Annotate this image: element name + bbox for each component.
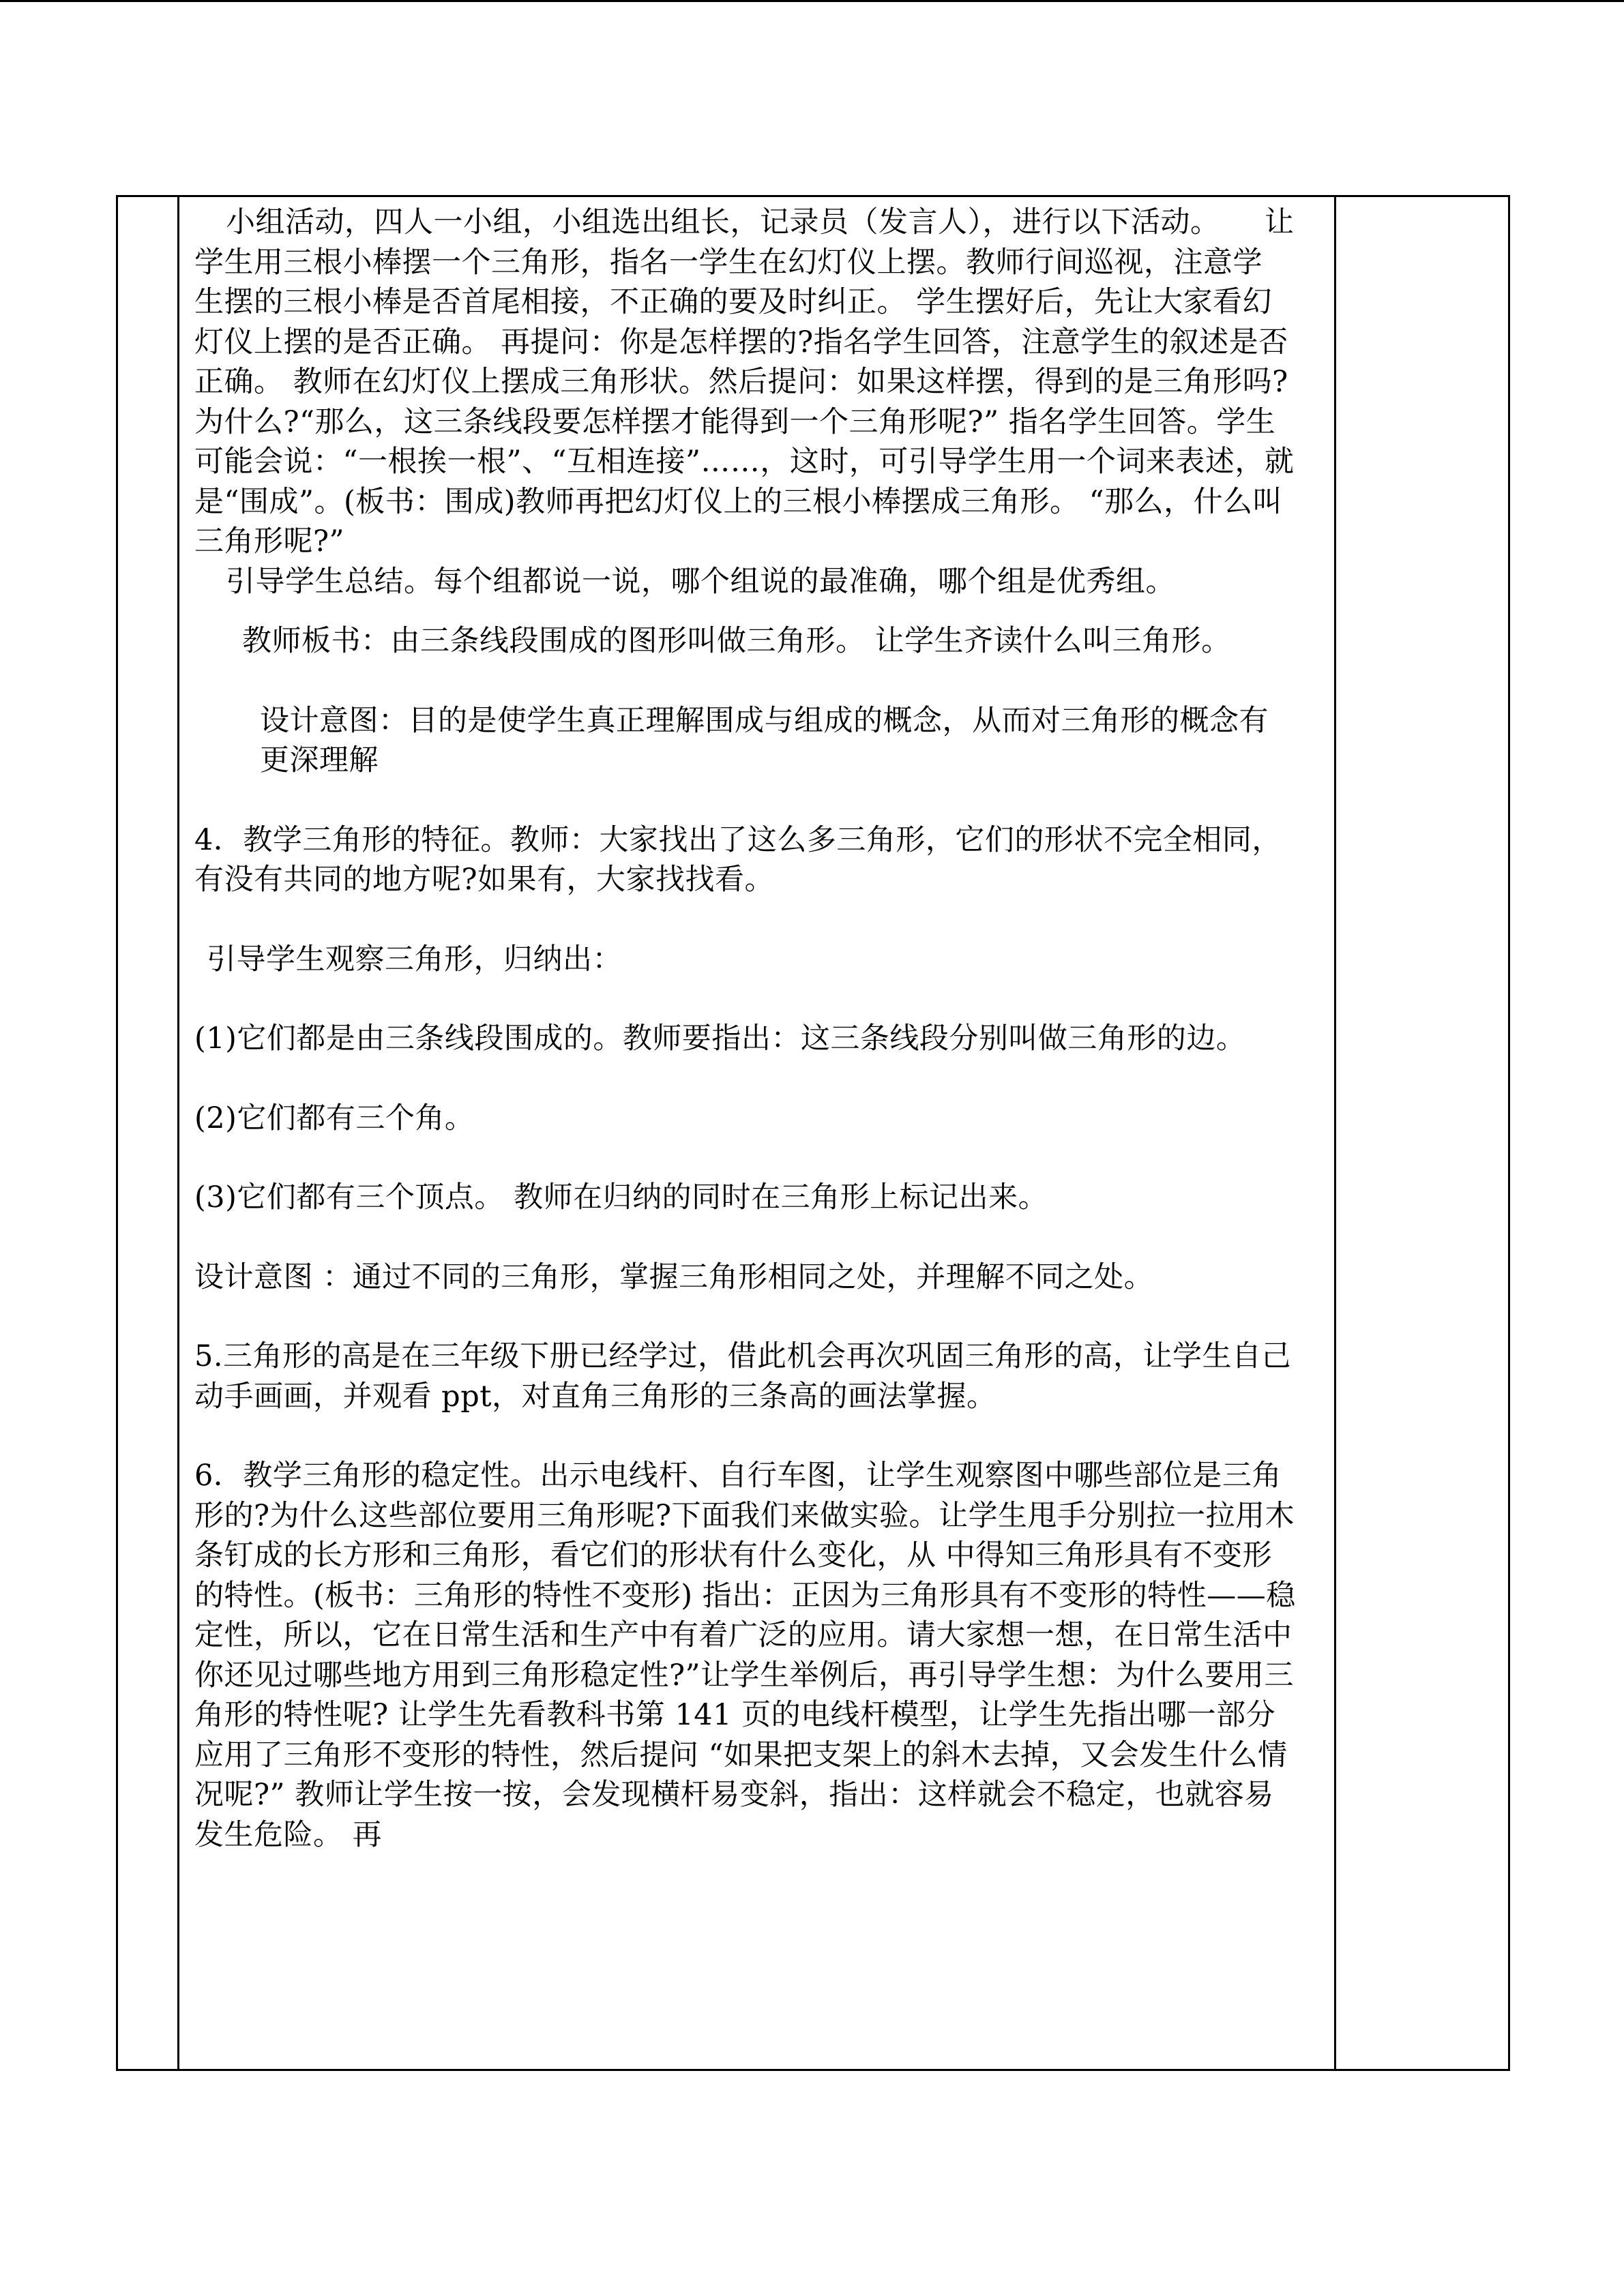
spacer — [194, 1297, 1296, 1337]
spacer — [194, 601, 1296, 621]
lesson-plan-table — [116, 195, 1510, 2071]
paragraph-group-activity: 小组活动，四人一小组，小组选出组长，记录员（发言人），进行以下活动。 让学生用三根小棒摆一个三角形，指名一学生在幻灯仪上摆。教师行间巡视，注意学 生摆的三根小棒是否首尾相接，不正确的要及时纠正。 学生摆好后，先让大家看幻灯仪上摆的是否正确。 再提问：你是怎样摆的?指名学生回答，注意学生的叙述是否正确。 教师在幻灯仪上摆成三角形状。然后提问：如果这样摆，得到的是三角形吗?为什么?“那么，这三条线段要怎样摆才能得到一个三角形呢?” 指名学生回答。学生可能会说：“一根挨一根”、“互相连接”……，这时，可引导学生用一个词来表述，就是“围成”。(板书：围成)教师再把幻灯仪上的三根小棒摆成三角形。 “那么，什么叫三角形呢?” — [194, 205, 1295, 558]
page-top-rule — [0, 0, 1624, 2]
paragraph-design-intent-1: 设计意图：目的是使学生真正理解围成与组成的概念，从而对三角形的概念有更深理解 — [260, 703, 1269, 777]
spacer — [194, 979, 1296, 1019]
spacer — [194, 781, 1296, 820]
spacer — [194, 1059, 1296, 1099]
paragraph-observe-triangles: 引导学生观察三角形，归纳出： — [207, 942, 622, 976]
paragraph-feature-1-sides: (1)它们都是由三条线段围成的。教师要指出：这三条线段分别叫做三角形的边。 — [194, 1022, 1246, 1056]
table-right-column — [1334, 197, 1508, 2069]
paragraph-step-5-height: 5.三角形的高是在三年级下册已经学过，借此机会再次巩固三角形的高，让学生自己动手画画，并观看 ppt，对直角三角形的三条高的画法掌握。 — [194, 1339, 1292, 1414]
paragraph-step-4-features: 4．教学三角形的特征。教师：大家找出了这么多三角形，它们的形状不完全相同，有没有共同的地方呢?如果有，大家找找看。 — [194, 822, 1282, 897]
paragraph-step-6-stability: 6．教学三角形的稳定性。出示电线杆、自行车图，让学生观察图中哪些部位是三角形的?为什么这些部位要用三角形呢?下面我们来做实验。让学生甩手分别拉一拉用木条钉成的长方形和三角形，看它们的形状有什么变化，从 中得知三角形具有不变形的特性。(板书：三角形的特性不变形) 指出：正因为三角形具有不变形的特性——稳定性，所以，它在日常生活和生产中有着广泛的应用。请大家想一想，在日常生活中你还见过哪些地方用到三角形稳定性?”让学生举例后，再引导学生想：为什么要用三角形的特性呢? 让学生先看教科书第 141 页的电线杆模型，让学生先指出哪一部分应用了三角形不变形的特性，然后提问 “如果把支架上的斜木去掉，又会发生什么情况呢?” 教师让学生按一按，会发现横杆易变斜，指出：这样就会不稳定，也就容易发生危险。 再 — [194, 1459, 1296, 1852]
paragraph-design-intent-2: 设计意图 ：通过不同的三角形，掌握三角形相同之处，并理解不同之处。 — [194, 1259, 1154, 1294]
spacer — [194, 1416, 1296, 1456]
spacer — [194, 1218, 1296, 1257]
paragraph-feature-2-angles: (2)它们都有三个角。 — [194, 1101, 475, 1135]
table-left-column — [118, 197, 179, 2069]
spacer — [194, 900, 1296, 940]
spacer — [194, 661, 1296, 701]
table-content-column — [194, 203, 1296, 1855]
paragraph-feature-3-vertices: (3)它们都有三个顶点。 教师在归纳的同时在三角形上标记出来。 — [194, 1180, 1048, 1214]
spacer — [194, 1138, 1296, 1178]
paragraph-board-definition: 教师板书：由三条线段围成的图形叫做三角形。 让学生齐读什么叫三角形。 — [242, 624, 1231, 658]
paragraph-summary-guidance: 引导学生总结。每个组都说一说，哪个组说的最准确，哪个组是优秀组。 — [226, 564, 1175, 599]
